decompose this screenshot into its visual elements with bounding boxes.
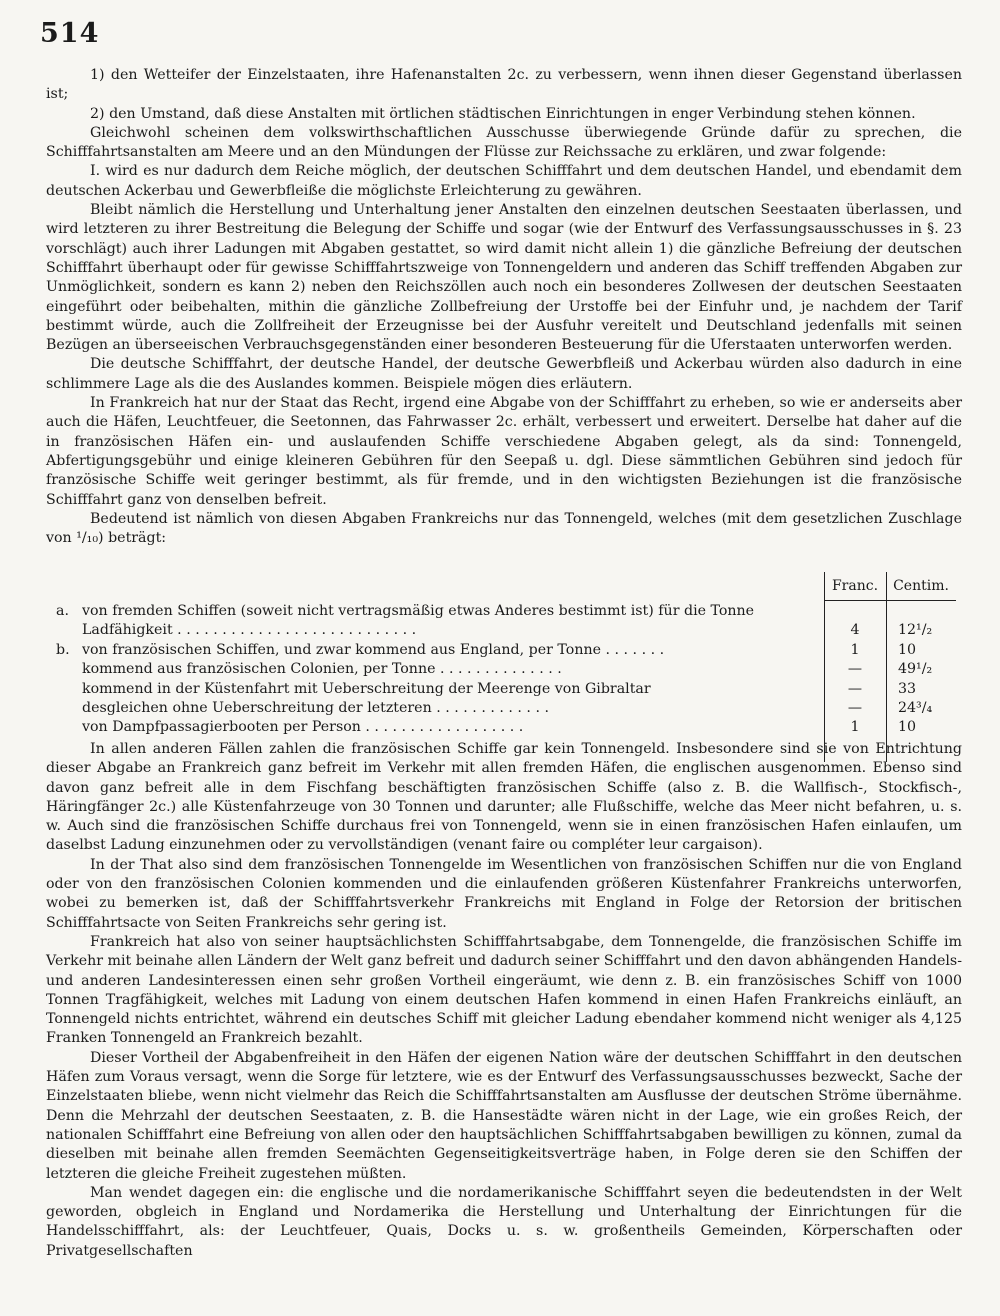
row-letter: b. bbox=[56, 641, 70, 658]
column-header-centim: Centim. bbox=[893, 578, 949, 594]
row-label: von Dampfpassagierbooten per Person . . . . . . . . . . . . . . . . . . bbox=[82, 719, 524, 736]
page-number: 514 bbox=[40, 18, 100, 49]
row-centim: 24³/₄ bbox=[898, 699, 933, 716]
paragraph: Bedeutend ist nämlich von diesen Abgaben Frankreichs nur das Tonnengeld, welches (mit dem gesetzlichen Zuschlage von ¹/₁₀) beträgt: bbox=[46, 510, 962, 547]
paragraph: Bleibt nämlich die Herstellung und Unterhaltung jener Anstalten den einzelnen deutschen Seestaaten überlassen, und wird letzteren zu ihrer Bestreitung die Belegung der Schiffe und sogar (wie der Entwurf des Verfassungsausschusses in §. 23 vorschlägt) auch ihrer Ladungen mit Abgaben gestattet, so wird damit nicht allein 1) die gänzliche Befreiung der deutschen Schifffahrt überhaupt oder für gewisse Schifffahrtszweige von Tonnengeldern und anderen das Schiff treffenden Abgaben zur Unmöglichkeit, sondern es kann 2) neben den Reichszöllen auch noch ein besonderes Zollwesen der deutschen Seestaaten eingeführt oder beibehalten, mithin die gänzliche Zollbefreiung der Urstoffe bei der Einfuhr und, je nachdem der Tarif bestimmt würde, auch die Zollfreiheit der Erzeugnisse bei der Ausfuhr vereitelt und Deutschland jedenfalls mit seinen Bezügen an überseeischen Verbrauchsgegenständen einer besonderen Besteuerung für die Uferstaaten unterworfen werden. bbox=[46, 202, 962, 354]
table-row bbox=[56, 641, 956, 660]
row-franc: 4 bbox=[850, 622, 860, 639]
row-franc: — bbox=[847, 661, 863, 678]
tonnage-tariff-table bbox=[56, 572, 956, 738]
paragraph: Die deutsche Schifffahrt, der deutsche Handel, der deutsche Gewerbfleiß und Ackerbau würden also dadurch in eine schlimmere Lage als die des Auslandes kommen. Beispiele mögen dies erläutern. bbox=[46, 356, 962, 392]
row-franc: 1 bbox=[850, 719, 860, 736]
row-label: kommend in der Küstenfahrt mit Ueberschreitung der Meerenge von Gibraltar bbox=[82, 680, 651, 697]
table-row bbox=[56, 621, 956, 640]
row-label: kommend aus französischen Colonien, per Tonne . . . . . . . . . . . . . . bbox=[82, 661, 562, 678]
row-centim: 49¹/₂ bbox=[898, 661, 933, 678]
row-label: von fremden Schiffen (soweit nicht vertragsmäßig etwas Anderes bestimmt ist) für die Tonne bbox=[82, 603, 755, 619]
tariff-header bbox=[56, 572, 956, 602]
row-franc: 1 bbox=[850, 641, 860, 658]
paragraph: In der That also sind dem französischen Tonnengelde im Wesentlichen von französischen Schiffen nur die von England oder von den französischen Colonien kommenden und die einlaufenden größeren Küstenfahrer Frankreichs unterworfen, wobei zu bemerken ist, daß der Schifffahrtsverkehr Frankreichs mit England in Folge der Retorsion der britischen Schifffahrtsacte von Seiten Frankreichs sehr gering ist. bbox=[46, 856, 962, 931]
row-centim: 10 bbox=[898, 719, 917, 736]
table-row bbox=[56, 718, 956, 737]
row-centim: 10 bbox=[898, 641, 917, 658]
table-rule bbox=[824, 600, 956, 601]
table-row bbox=[56, 699, 956, 718]
paragraph: Man wendet dagegen ein: die englische und die nordamerikanische Schifffahrt seyen die bedeutendsten in der Welt geworden, obgleich in England und Nordamerika die Herstellung und Unterhaltung der Einrichtungen für die Handelsschifffahrt, als: der Leuchtfeuer, Quais, Docks u. s. w. großentheils Gemeinden, Körperschaften oder Privatgesellschaften bbox=[46, 1184, 962, 1259]
row-label: von französischen Schiffen, und zwar kommend aus England, per Tonne . . . . . . . bbox=[82, 641, 665, 658]
row-letter: a. bbox=[56, 603, 69, 619]
table-row bbox=[56, 602, 956, 621]
paragraph: I. wird es nur dadurch dem Reiche möglich, der deutschen Schifffahrt und dem deutschen Handel, und ebendamit dem deutschen Ackerbau und Gewerbfleiße die möglichste Erleichterung zu gewähren. bbox=[46, 163, 962, 199]
table-row bbox=[56, 660, 956, 679]
row-label: desgleichen ohne Ueberschreitung der letzteren . . . . . . . . . . . . . bbox=[82, 699, 549, 716]
column-header-franc: Franc. bbox=[831, 578, 879, 594]
row-label: Ladfähigkeit . . . . . . . . . . . . . . . . . . . . . . . . . . . bbox=[82, 622, 417, 639]
table-row bbox=[56, 680, 956, 699]
text-block-bottom bbox=[46, 740, 962, 1261]
paragraph: Dieser Vortheil der Abgabenfreiheit in den Häfen der eigenen Nation wäre der deutschen Schifffahrt in den deutschen Häfen zum Voraus versagt, wenn die Sorge für letztere, wie es der Entwurf des Verfassungsausschusses bezweckt, Sache der Einzelstaaten bliebe, wenn nicht vielmehr das Reich die Schifffahrtsanstalten am Ausflusse der deutschen Ströme übernähme. Denn die Mehrzahl der deutschen Seestaaten, z. B. die Hansestädte wären nicht in der Lage, wie ein großes Reich, der nationalen Schifffahrt eine Befreiung von allen oder den hauptsächlichen Schifffahrtsabgaben bewilligen zu können, zumal da dieselben mit beinahe allen fremden Seemächten Gegenseitigkeitsverträge haben, in Folge deren sie den Schiffen der letzteren die gleiche Freiheit zugestehen müßten. bbox=[46, 1049, 962, 1182]
paragraph: In allen anderen Fällen zahlen die französischen Schiffe gar kein Tonnengeld. Insbesondere sind sie von Entrichtung dieser Abgabe an Frankreich ganz befreit im Verkehr mit allen fremden Häfen, die englischen ausgenommen. Ebenso sind davon ganz befreit alle in dem Fischfang beschäftigten französischen Schiffe (also z. B. die Wallfisch-, Stockfisch-, Häringfänger 2c.) alle Küstenfahrzeuge von 30 Tonnen und darunter; alle Flußschiffe, welche das Meer nicht befahren, u. s. w. Auch sind die französischen Schiffe durchaus frei von Tonnengeld, wenn sie in einen französischen Hafen einlaufen, um daselbst Ladung einzunehmen oder zu vervollständigen (venant faire ou compléter leur cargaison). bbox=[46, 741, 962, 854]
paragraph: 1) den Wetteifer der Einzelstaaten, ihre Hafenanstalten 2c. zu verbessern, wenn ihnen dieser Gegenstand überlassen ist; bbox=[46, 67, 962, 103]
row-centim: 12¹/₂ bbox=[898, 622, 933, 639]
paragraph: In Frankreich hat nur der Staat das Recht, irgend eine Abgabe von der Schifffahrt zu erheben, so wie er anderseits aber auch die Häfen, Leuchtfeuer, die Seetonnen, das Fahrwasser 2c. erhält, verbessert und erweitert. Derselbe hat daher auf die in französischen Häfen ein- und auslaufenden Schiffe verschiedene Abgaben gelegt, als da sind: Tonnengeld, Abfertigungsgebühr und einige kleineren Gebühren für den Seepaß u. dgl. Diese sämmtlichen Gebühren sind jedoch für französische Schiffe weit geringer bestimmt, als für fremde, und in den wichtigsten Beziehungen ist die französische Schifffahrt ganz von denselben befreit. bbox=[46, 395, 962, 508]
row-centim: 33 bbox=[898, 680, 917, 697]
row-franc: — bbox=[847, 699, 863, 716]
paragraph: Frankreich hat also von seiner hauptsächlichsten Schifffahrtsabgabe, dem Tonnengelde, die französischen Schiffe im Verkehr mit beinahe allen Ländern der Welt ganz befreit und dadurch seiner Schifffahrt und den davon abhängenden Handels- und anderen Landesinteressen einen sehr großen Vortheil eingeräumt, wie denn z. B. ein französisches Schiff von 1000 Tonnen Tragfähigkeit, welches mit Ladung von einem deutschen Hafen kommend in einen Hafen Frankreichs einläuft, an Tonnengeld nichts entrichtet, während ein deutsches Schiff mit gleicher Ladung ebendaher kommend nicht weniger als 4,125 Franken Tonnengeld an Frankreich bezahlt. bbox=[46, 933, 962, 1047]
paragraph: Gleichwohl scheinen dem volkswirthschaftlichen Ausschusse überwiegende Gründe dafür zu sprechen, die Schifffahrtsanstalten am Meere und an den Mündungen der Flüsse zur Reichssache zu erklären, und zwar folgende: bbox=[46, 124, 962, 161]
text-block-top bbox=[46, 66, 962, 548]
paragraph: 2) den Umstand, daß diese Anstalten mit örtlichen städtischen Einrichtungen in enger Verbindung stehen können. bbox=[90, 105, 916, 122]
row-franc: — bbox=[847, 680, 863, 697]
